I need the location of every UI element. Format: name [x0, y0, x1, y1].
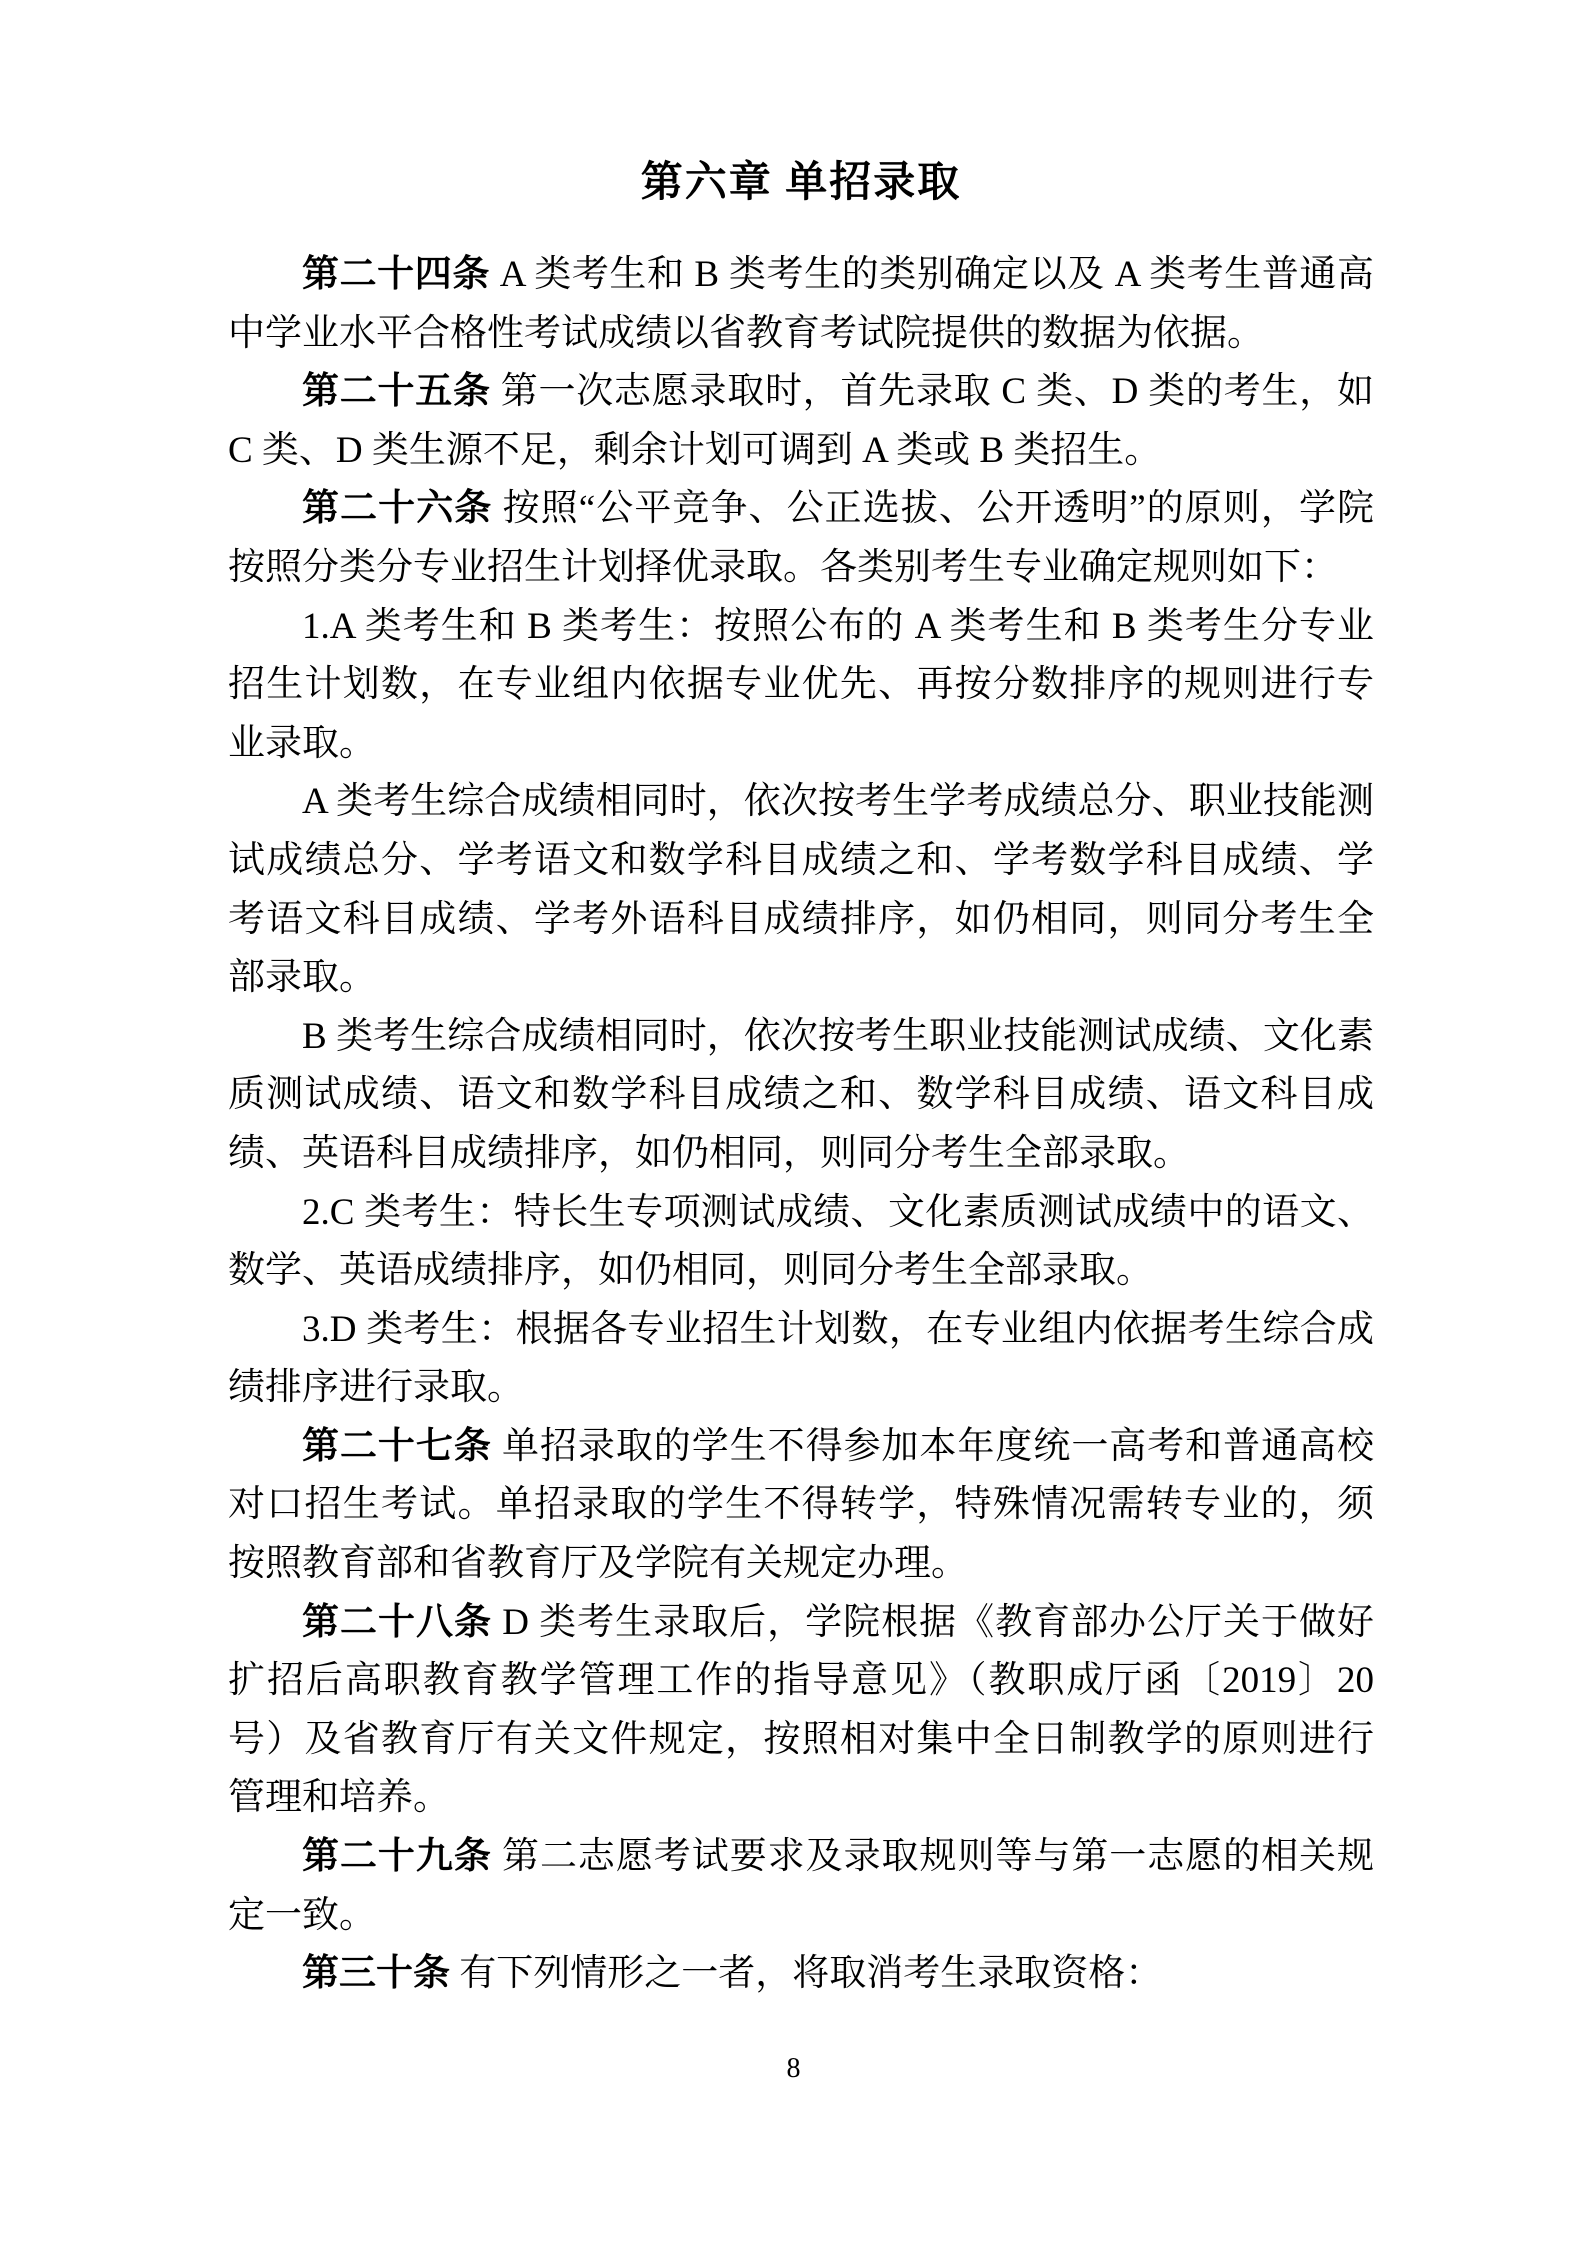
paragraph [228, 246, 1374, 363]
paragraph-text: 有下列情形之一者，将取消考生录取资格： [450, 1953, 1163, 1995]
article-number: 第二十五条 [302, 371, 491, 413]
article-number: 第二十八条 [302, 1601, 492, 1643]
paragraph-text: 按照“公平竞争、公正选拔、公开透明”的原则，学院按照分类分专业招生计划择优录取。各类别考生专业确定规则如下： [228, 488, 1375, 588]
paragraph-text: B 类考生综合成绩相同时，依次按考生职业技能测试成绩、文化素质测试成绩、语文和数学科目成绩之和、数学科目成绩、语文科目成绩、英语科目成绩排序，如仍相同，则同分考生全部录取。 [228, 1015, 1374, 1174]
paragraph-text: 3.D 类考生：根据各专业招生计划数，在专业组内依据考生综合成绩排序进行录取。 [228, 1308, 1374, 1409]
paragraph-text: 单招录取的学生不得参加本年度统一高考和普通高校对口招生考试。单招录取的学生不得转学，特殊情况需转专业的，须按照教育部和省教育厅及学院有关规定办理。 [228, 1425, 1375, 1585]
page-number: 8 [786, 2053, 801, 2084]
article-number: 第二十六条 [302, 488, 493, 530]
document-body [228, 246, 1374, 2004]
paragraph [228, 1184, 1374, 1301]
paragraph-text: 2.C 类考生：特长生专项测试成绩、文化素质测试成绩中的语文、数学、英语成绩排序，如仍相同，则同分考生全部录取。 [228, 1191, 1374, 1292]
paragraph-text: A 类考生和 B 类考生的类别确定以及 A 类考生普通高中学业水平合格性考试成绩以省教育考试院提供的数据为依据。 [228, 254, 1375, 354]
paragraph [228, 1008, 1374, 1184]
paragraph [228, 480, 1374, 597]
paragraph [228, 363, 1374, 480]
paragraph-text: A 类考生综合成绩相同时，依次按考生学考成绩总分、职业技能测试成绩总分、学考语文和数学科目成绩之和、学考数学科目成绩、学考语文科目成绩、学考外语科目成绩排序，如仍相同，则同分考生全部录取。 [228, 781, 1374, 999]
paragraph [228, 1945, 1374, 2004]
article-number: 第三十条 [302, 1953, 450, 1995]
article-number: 第二十九条 [302, 1836, 492, 1878]
article-number: 第二十七条 [302, 1425, 492, 1467]
paragraph [228, 1828, 1374, 1945]
paragraph [228, 1594, 1374, 1828]
paragraph [228, 1418, 1374, 1594]
paragraph-text: 1.A 类考生和 B 类考生：按照公布的 A 类考生和 B 类考生分专业招生计划数，在专业组内依据专业优先、再按分数排序的规则进行专业录取。 [228, 605, 1374, 764]
article-number: 第二十四条 [302, 254, 490, 295]
paragraph [228, 598, 1374, 774]
paragraph [228, 773, 1374, 1007]
paragraph-text: D 类考生录取后，学院根据《教育部办公厅关于做好扩招后高职教育教学管理工作的指导意见》（教职成厅函〔2019〕20号）及省教育厅有关文件规定，按照相对集中全日制教学的原则进行管理和培养。 [228, 1601, 1374, 1819]
paragraph-text: 第二志愿考试要求及录取规则等与第一志愿的相关规定一致。 [228, 1836, 1375, 1936]
paragraph [228, 1301, 1374, 1418]
paragraph-text: 第一次志愿录取时，首先录取 C 类、D 类的考生，如 C 类、D 类生源不足，剩余计划可调到 A 类或 B 类招生。 [228, 371, 1375, 471]
chapter-title: 第六章 单招录取 [640, 160, 962, 206]
